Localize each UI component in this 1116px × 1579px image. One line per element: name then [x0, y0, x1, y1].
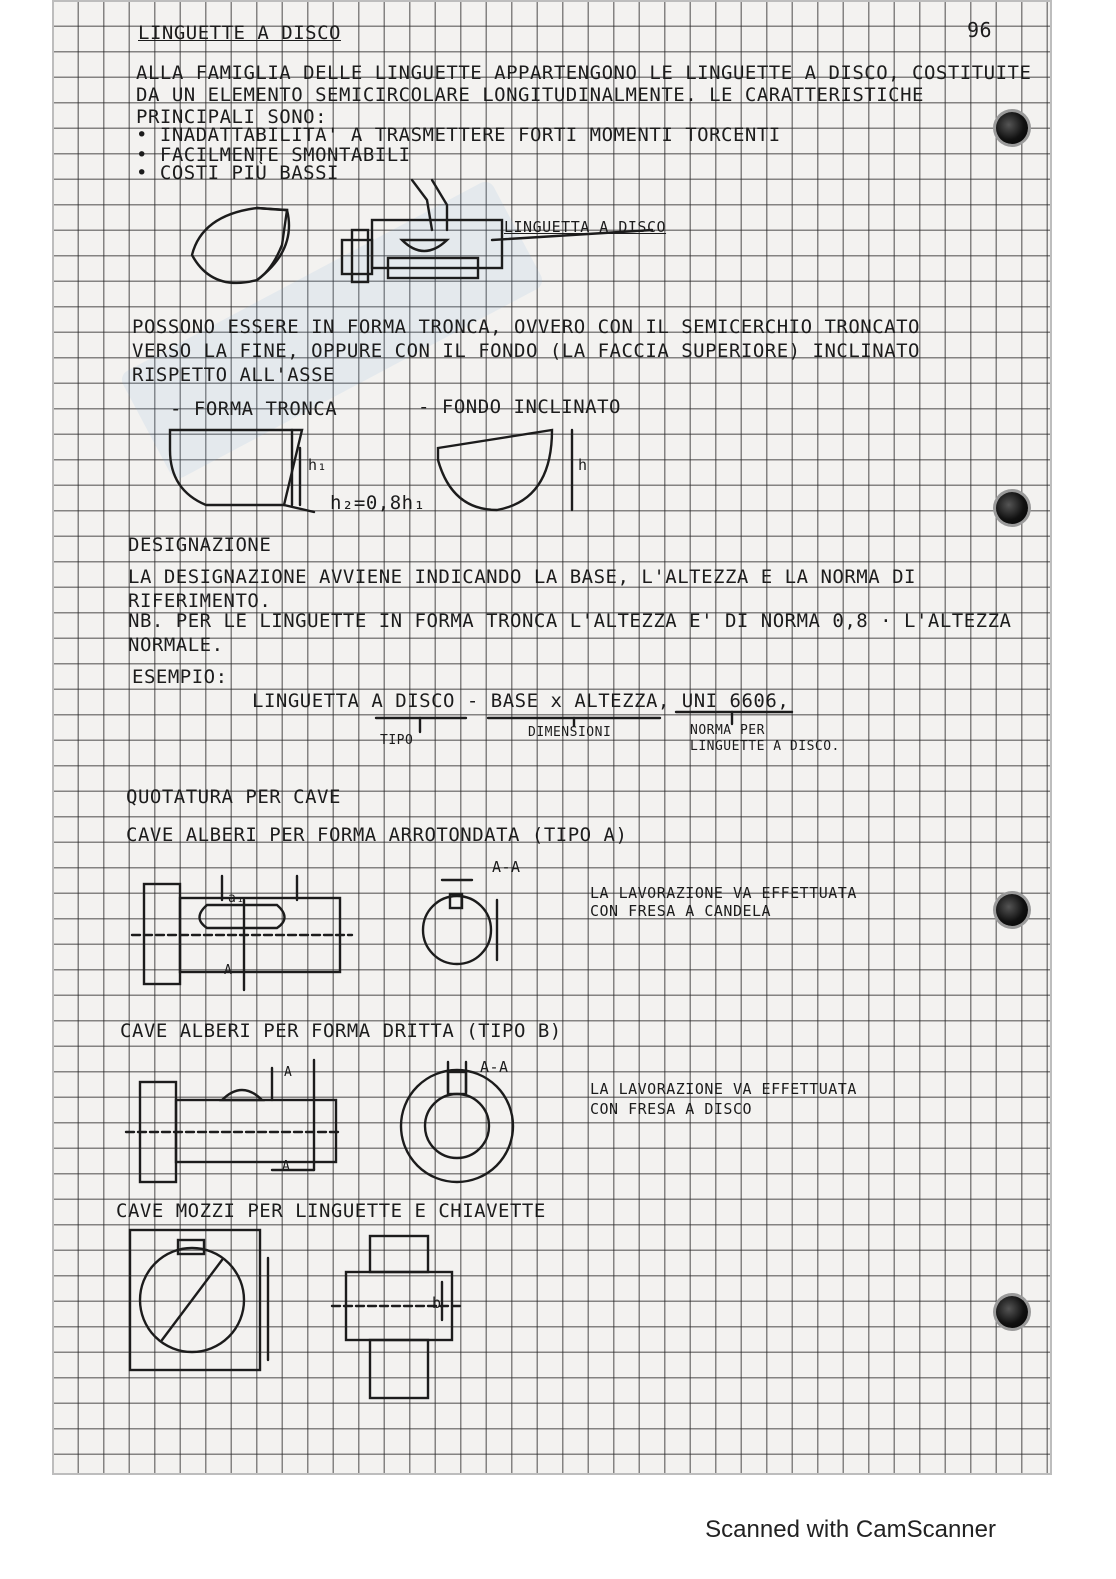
intro-line-2: DA UN ELEMENTO SEMICIRCOLARE LONGITUDINALMENTE. LE CARATTERISTICHE	[136, 84, 924, 106]
norma-label-2: LINGUETTE A DISCO.	[690, 739, 840, 754]
esempio-line: LINGUETTA A DISCO - BASE x ALTEZZA, UNI 6606,	[252, 690, 790, 712]
section-label-a: A-A	[492, 858, 521, 876]
tipo-a-title: CAVE ALBERI PER FORMA ARROTONDATA (TIPO A)	[126, 824, 628, 846]
disc-key-sketch	[192, 208, 289, 283]
designazione-line-4: NORMALE.	[128, 634, 224, 656]
shapes-line-2: VERSO LA FINE, OPPURE CON IL FONDO (LA FACCIA SUPERIORE) INCLINATO	[132, 340, 920, 362]
bullet-3: • COSTI PIÙ BASSI	[136, 162, 339, 184]
dim-b-label: b	[432, 1294, 442, 1312]
bullet-1: • INADATTABILITA' A TRASMETTERE FORTI MOMENTI TORCENTI	[136, 124, 781, 146]
dim-a-label-b2: A	[282, 1159, 291, 1174]
fondo-inclinato-label: - FONDO INCLINATO	[418, 396, 621, 418]
disc-key-label: LINGUETTA A DISCO	[504, 218, 667, 236]
tipo-a-note-1: LA LAVORAZIONE VA EFFETTUATA	[590, 884, 857, 902]
tipo-a-shaft	[132, 876, 352, 990]
h2-formula: h₂=0,8h₁	[330, 492, 426, 514]
dimensioni-label: DIMENSIONI	[528, 725, 612, 740]
h1-label: h₁	[308, 456, 328, 474]
hub-keyway	[130, 1230, 268, 1370]
mozzi-title: CAVE MOZZI PER LINGUETTE E CHIAVETTE	[116, 1200, 546, 1222]
shapes-line-1: POSSONO ESSERE IN FORMA TRONCA, OVVERO CON IL SEMICERCHIO TRONCATO	[132, 316, 920, 338]
shaft-key-assembly	[342, 180, 652, 282]
shapes-line-3: RISPETTO ALL'ASSE	[132, 364, 335, 386]
intro-line-1: ALLA FAMIGLIA DELLE LINGUETTE APPARTENGONO LE LINGUETTE A DISCO, COSTITUITE	[136, 62, 1032, 84]
intro-line-3: PRINCIPALI SONO:	[136, 106, 328, 128]
tipo-b-note-2: CON FRESA A DISCO	[590, 1100, 753, 1118]
tipo-a-note-2: CON FRESA A CANDELA	[590, 902, 772, 920]
technical-sketches	[52, 0, 1052, 1475]
dim-a1-label: a₁	[228, 891, 245, 906]
h-label: h	[578, 456, 588, 474]
section-label-b: A-A	[480, 1058, 509, 1076]
fondo-inclinato-shape	[438, 430, 572, 510]
hub-side-section	[332, 1236, 462, 1398]
page-title: LINGUETTE A DISCO	[138, 22, 341, 44]
esempio-brackets	[376, 712, 792, 732]
notebook-sheet	[52, 0, 1052, 1475]
designazione-title: DESIGNAZIONE	[128, 534, 272, 556]
scanner-footer: Scanned with CamScanner	[705, 1516, 996, 1543]
designazione-line-1: LA DESIGNAZIONE AVVIENE INDICANDO LA BASE, L'ALTEZZA E LA NORMA DI	[128, 566, 916, 588]
dim-a-label-a: A	[224, 963, 233, 978]
tipo-b-title: CAVE ALBERI PER FORMA DRITTA (TIPO B)	[120, 1020, 562, 1042]
designazione-line-3: NB. PER LE LINGUETTE IN FORMA TRONCA L'ALTEZZA E' DI NORMA 0,8 · L'ALTEZZA	[128, 610, 1012, 632]
tipo-label: TIPO	[380, 733, 414, 748]
dim-a-label-b: A	[284, 1065, 293, 1080]
forma-tronca-shape	[170, 430, 314, 512]
quotatura-title: QUOTATURA PER CAVE	[126, 786, 341, 808]
tipo-b-shaft	[126, 1060, 342, 1182]
designazione-line-2: RIFERIMENTO.	[128, 590, 272, 612]
bullet-2: • FACILMENTE SMONTABILI	[136, 144, 411, 166]
norma-label-1: NORMA PER	[690, 723, 765, 738]
tipo-b-note-1: LA LAVORAZIONE VA EFFETTUATA	[590, 1080, 857, 1098]
esempio-label: ESEMPIO:	[132, 666, 228, 688]
tipo-a-section	[423, 880, 497, 964]
tipo-b-section	[401, 1058, 513, 1182]
page-number: 96	[967, 18, 993, 42]
forma-tronca-label: - FORMA TRONCA	[170, 398, 338, 420]
